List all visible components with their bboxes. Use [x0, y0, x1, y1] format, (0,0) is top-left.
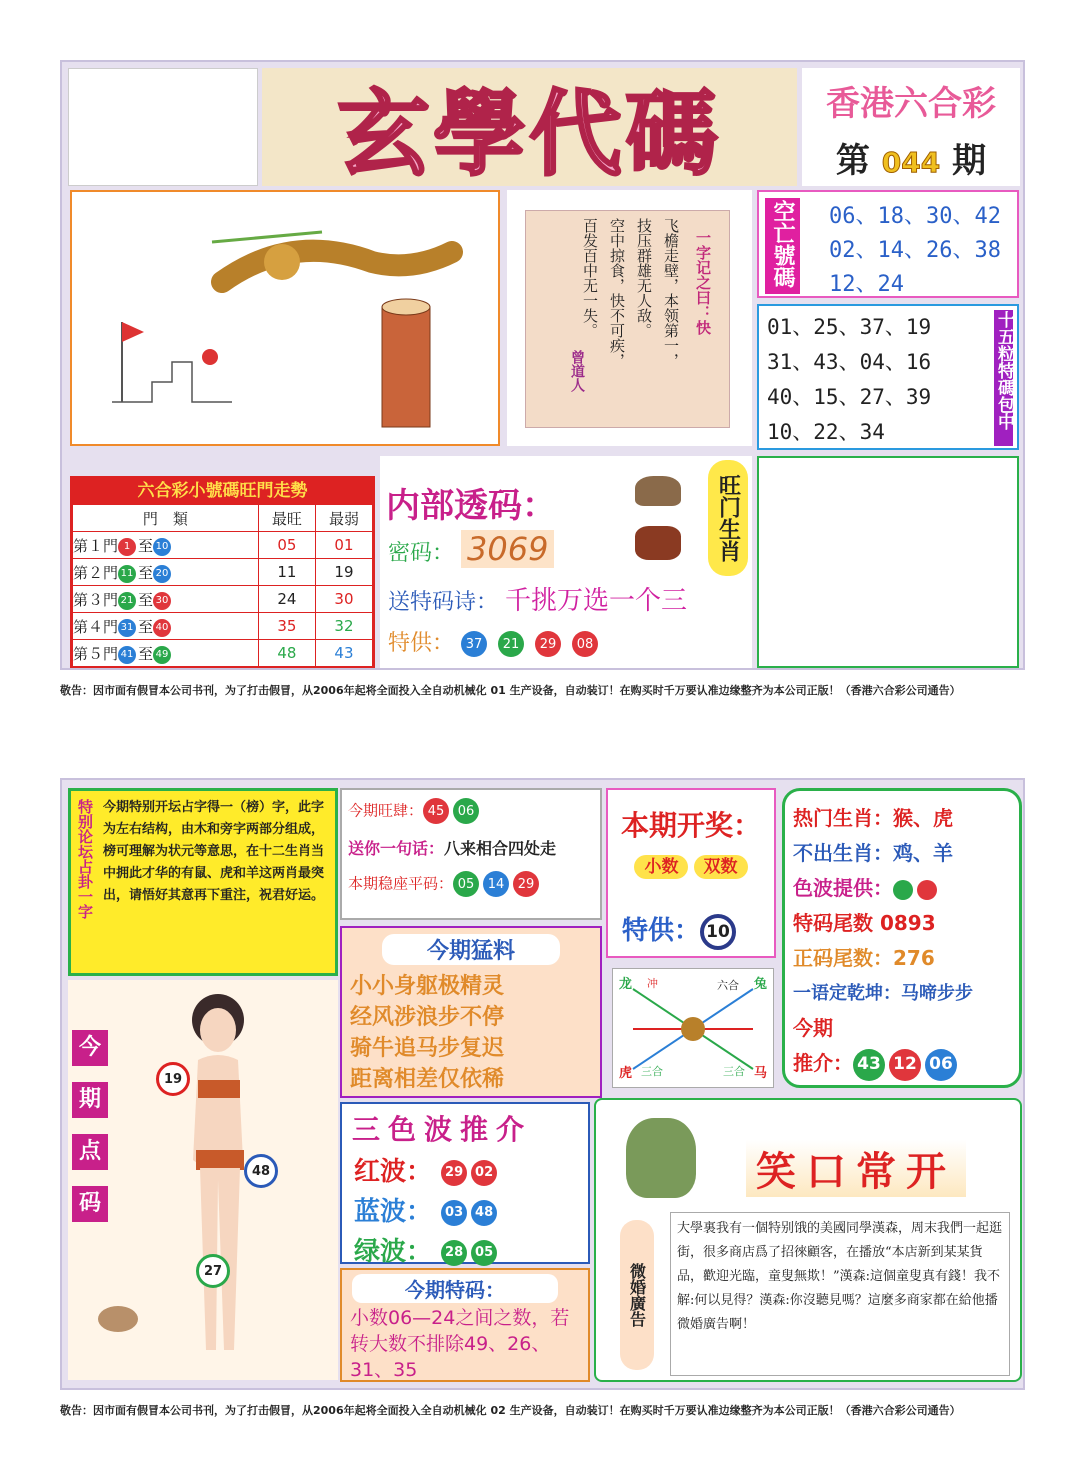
- wave-ball: 03: [441, 1200, 467, 1226]
- draw-small: 小数: [634, 855, 688, 879]
- special-ball: 21: [498, 631, 524, 657]
- dog-icon: [635, 476, 681, 506]
- stable-ball: 14: [483, 871, 509, 897]
- stable-ball: 29: [513, 871, 539, 897]
- range-from: 31: [118, 619, 136, 637]
- trend-title: 六合彩小號碼旺門走勢: [72, 478, 373, 504]
- poem-line: 技压群雄无人敌。: [635, 218, 653, 338]
- inside-title: 内部透码：: [386, 486, 556, 526]
- rec-ball: 06: [925, 1049, 957, 1081]
- absent-zodiac: 不出生肖：鸡、羊: [793, 841, 953, 865]
- door-label: 第４門: [73, 617, 119, 636]
- range-from: 21: [118, 592, 136, 610]
- forum-box: [68, 788, 338, 976]
- title-banner: [262, 68, 797, 186]
- rec-line: [793, 1046, 1011, 1081]
- stable-line: [348, 871, 594, 897]
- fierce-line: 骑牛追马步复迟: [350, 1036, 505, 1061]
- points-label-char: 码: [72, 1186, 108, 1222]
- range-sep: 至: [138, 644, 154, 663]
- range-sep: 至: [138, 617, 154, 636]
- draw-box: [606, 788, 776, 958]
- hot-zodiac: 热门生肖：猴、虎: [793, 806, 953, 830]
- ox-icon: [635, 526, 681, 560]
- joke-box: [594, 1098, 1022, 1382]
- points-label-char: 点: [72, 1134, 108, 1170]
- points-label-char: 期: [72, 1082, 108, 1118]
- te15-line: 40、15、27、39: [767, 385, 932, 409]
- wave-name: 绿波：: [354, 1237, 433, 1267]
- red-dot: [917, 880, 937, 900]
- range-to: 49: [153, 646, 171, 664]
- fierce-title: 今期猛料: [382, 934, 560, 965]
- wave-ball: 48: [471, 1200, 497, 1226]
- table-row: [73, 613, 373, 640]
- stable-label: 本期稳座平码：: [348, 874, 454, 893]
- monkey-illustration: [70, 190, 500, 446]
- kongwang-label: 空亡號碼: [765, 198, 800, 294]
- words-value: 八来相合四处走: [444, 839, 557, 858]
- special-ball: 37: [461, 631, 487, 657]
- rec-label-2: 推介：: [793, 1051, 853, 1075]
- te15-box: [757, 304, 1019, 450]
- draw-special-line: [622, 910, 740, 950]
- compass-box: [612, 968, 774, 1088]
- point-ball: 19: [156, 1062, 190, 1096]
- poem-scroll: [507, 190, 752, 446]
- ztail-number: 正码尾数：276: [793, 946, 935, 970]
- draw-tags: [608, 852, 774, 877]
- notice-2: 敬告：因市面有假冒本公司书刊，为了打击假冒，从2006年起将全面投入全自动机械化 02 生产设备，自动装订！在购买时千万要认准边缘整齐为本公司正版！（香港六合彩公司通告）: [60, 1404, 961, 1417]
- password-line: [388, 530, 554, 568]
- wave-ball: 05: [471, 1240, 497, 1266]
- max-value: 24: [258, 586, 315, 613]
- wave-ball: 29: [441, 1160, 467, 1186]
- poem-code-label: 送特码诗：: [388, 590, 499, 615]
- brand-box: [802, 68, 1020, 186]
- door-label: 第３門: [73, 590, 119, 609]
- kongwang-line: 06、18、30、42: [829, 204, 1001, 229]
- kongwang-line: 02、14、26、38: [829, 238, 1001, 263]
- words-label: 送你一句话：: [348, 839, 445, 858]
- tema-title: 今期特码：: [352, 1274, 558, 1303]
- model-figure: [158, 980, 298, 1375]
- range-sep: 至: [138, 536, 154, 555]
- draw-special-label: 特供：: [622, 916, 701, 946]
- min-value: 01: [315, 532, 372, 559]
- draw-double: 双数: [694, 855, 748, 879]
- special-line: [388, 626, 602, 657]
- te15-line: 10、22、34: [767, 420, 885, 444]
- special-label: 特供：: [388, 631, 455, 656]
- tema-text: 小数06—24之间之数，若转大数不排除49、26、31、35: [350, 1307, 570, 1381]
- wave-row-red: [354, 1152, 588, 1192]
- range-to: 20: [153, 565, 171, 583]
- wang-label: 今期旺肆：: [348, 801, 424, 820]
- poem-line: 飞檐走壁，本领第一，: [662, 218, 680, 368]
- te15-label: 十五粒特碼包中: [994, 310, 1013, 446]
- max-value: 48: [258, 640, 315, 667]
- door-label: 第５門: [73, 644, 119, 663]
- compass-dragon: 龙: [619, 977, 633, 992]
- compass-horse: 马: [753, 1066, 767, 1081]
- page-title: 玄學代碼: [337, 80, 722, 188]
- compass-sanhe-2: 三合: [723, 1065, 745, 1078]
- max-value: 35: [258, 613, 315, 640]
- trend-header: 最弱: [315, 505, 372, 532]
- point-ball: 27: [196, 1254, 230, 1288]
- brand-name: 香港六合彩: [826, 84, 996, 124]
- poem-author: 曾道人: [569, 350, 585, 392]
- password-value: 3069: [461, 530, 554, 568]
- wangmen-label: 旺门生肖: [708, 460, 748, 576]
- page-top: [60, 60, 1025, 670]
- trend-header: 門 類: [73, 505, 259, 532]
- kongwang-box: [757, 190, 1019, 298]
- stable-ball: 05: [453, 871, 479, 897]
- rabbit-icon: [98, 1306, 138, 1332]
- rec-label-1: 今期: [793, 1016, 833, 1040]
- joke-title: 笑口常开: [746, 1140, 966, 1197]
- table-row: [73, 532, 373, 559]
- colorwave-title: 三色波推介: [352, 1113, 533, 1146]
- compass-liuhe: 六合: [717, 979, 739, 992]
- words-line: [348, 836, 594, 859]
- fierce-line: 经风涉浪步不停: [350, 1005, 505, 1030]
- compass-sanhe-1: 三合: [641, 1065, 663, 1078]
- poem-lines: [580, 218, 682, 368]
- poem-code-line: [388, 580, 687, 617]
- joke-text: 大學裏我有一個特别饿的美國同學漢森，周末我們一起逛街，很多商店爲了招徠顧客，在播放“本店新到某某貨品，歡迎光臨，童叟無欺！”漢森:這個童叟真有錢！我不解:何以見得？漢森:你沒聽見嗎？這麼多商家都在給他播微婚廣告啊！: [670, 1212, 1010, 1376]
- kongwang-numbers: [829, 200, 1001, 302]
- password-label: 密码：: [388, 541, 455, 566]
- min-value: 32: [315, 613, 372, 640]
- min-value: 30: [315, 586, 372, 613]
- trend-table-box: [70, 476, 375, 668]
- table-row: [73, 640, 373, 667]
- range-to: 40: [153, 619, 171, 637]
- trend-header: 最旺: [258, 505, 315, 532]
- min-value: 43: [315, 640, 372, 667]
- fierce-line: 小小身躯极精灵: [350, 974, 505, 999]
- points-box: [68, 980, 338, 1380]
- rec-ball: 43: [853, 1049, 885, 1081]
- issue-suffix: 期: [952, 141, 987, 181]
- page-bottom: [60, 778, 1025, 1390]
- range-sep: 至: [138, 563, 154, 582]
- green-dot: [893, 880, 913, 900]
- issue-line: [802, 133, 1020, 182]
- tema-box: [340, 1268, 590, 1382]
- money-bag-icon: [626, 1118, 696, 1198]
- draw-special-ball: 10: [700, 914, 736, 950]
- kongwang-line: 12、24: [829, 272, 904, 297]
- fierce-box: [340, 926, 602, 1098]
- colorwave-box: [340, 1102, 590, 1267]
- point-ball: 48: [244, 1154, 278, 1188]
- wang-ball: 45: [423, 798, 449, 824]
- wave-row-green: [354, 1232, 588, 1272]
- inside-code-box: [380, 456, 752, 668]
- table-row: [73, 586, 373, 613]
- fierce-line: 距离相差仅依稀: [350, 1067, 505, 1092]
- max-value: 11: [258, 559, 315, 586]
- compass-rabbit: 兔: [753, 977, 767, 992]
- wang-ball: 06: [453, 798, 479, 824]
- range-from: 1: [118, 538, 136, 556]
- forum-text: 今期特别开坛占字得一（榜）字，此字为左右结构，由木和旁字两部分组成，榜可理解为状元等意思，在十二生肖当中拥此才华的有鼠、虎和羊这两肖最突出，请悟好其意再下重注，祝君好运。: [103, 800, 325, 903]
- wave-row-blue: [354, 1192, 588, 1232]
- poem-code-value: 千挑万选一个三: [505, 586, 688, 616]
- door-label: 第２門: [73, 563, 119, 582]
- range-to: 30: [153, 592, 171, 610]
- wave-name: 红波：: [354, 1157, 433, 1187]
- phrase: 一语定乾坤：马啼步步: [793, 983, 973, 1004]
- min-value: 19: [315, 559, 372, 586]
- table-row: [73, 559, 373, 586]
- range-sep: 至: [138, 590, 154, 609]
- trend-table: [72, 504, 373, 667]
- forum-label: 特别论坛占卦一字: [76, 799, 94, 919]
- blank-green-box: [757, 456, 1019, 668]
- range-from: 11: [118, 565, 136, 583]
- issue-number: 044: [881, 146, 941, 179]
- door-label: 第１門: [73, 536, 119, 555]
- color-line: [793, 871, 1011, 906]
- compass-tiger: 虎: [619, 1066, 633, 1081]
- te15-line: 31、43、04、16: [767, 350, 932, 374]
- te15-line: 01、25、37、19: [767, 315, 932, 339]
- max-value: 05: [258, 532, 315, 559]
- range-from: 41: [118, 646, 136, 664]
- poem-title: 一字记之曰：快: [694, 230, 712, 335]
- range-to: 10: [153, 538, 171, 556]
- color-label: 色波提供：: [793, 876, 893, 900]
- points-label: [72, 1030, 108, 1222]
- points-label-char: 今: [72, 1030, 108, 1066]
- rec-ball: 12: [889, 1049, 921, 1081]
- notice-1: 敬告：因市面有假冒本公司书刊，为了打击假冒，从2006年起将全面投入全自动机械化 01 生产设备，自动装订！在购买时千万要认准边缘整齐为本公司正版！（香港六合彩公司通告）: [60, 684, 961, 697]
- wave-ball: 02: [471, 1160, 497, 1186]
- compass-chong: 冲: [647, 977, 658, 990]
- special-ball: 08: [572, 631, 598, 657]
- poem-line: 百发百中无一失。: [581, 218, 599, 338]
- te15-numbers: [767, 310, 931, 450]
- wang-line: [348, 798, 594, 824]
- hot-box: [782, 788, 1022, 1088]
- tail-number: 特码尾数 0893: [793, 911, 936, 935]
- issue-prefix: 第: [835, 141, 870, 181]
- mid-info-box: [340, 788, 602, 920]
- poem-line: 空中掠食，快不可疾，: [608, 218, 626, 368]
- special-ball: 29: [535, 631, 561, 657]
- blank-box: [68, 68, 258, 186]
- joke-label: 微婚廣告: [620, 1220, 654, 1370]
- wave-ball: 28: [441, 1240, 467, 1266]
- wave-name: 蓝波：: [354, 1197, 433, 1227]
- draw-title: 本期开奖：: [620, 809, 761, 842]
